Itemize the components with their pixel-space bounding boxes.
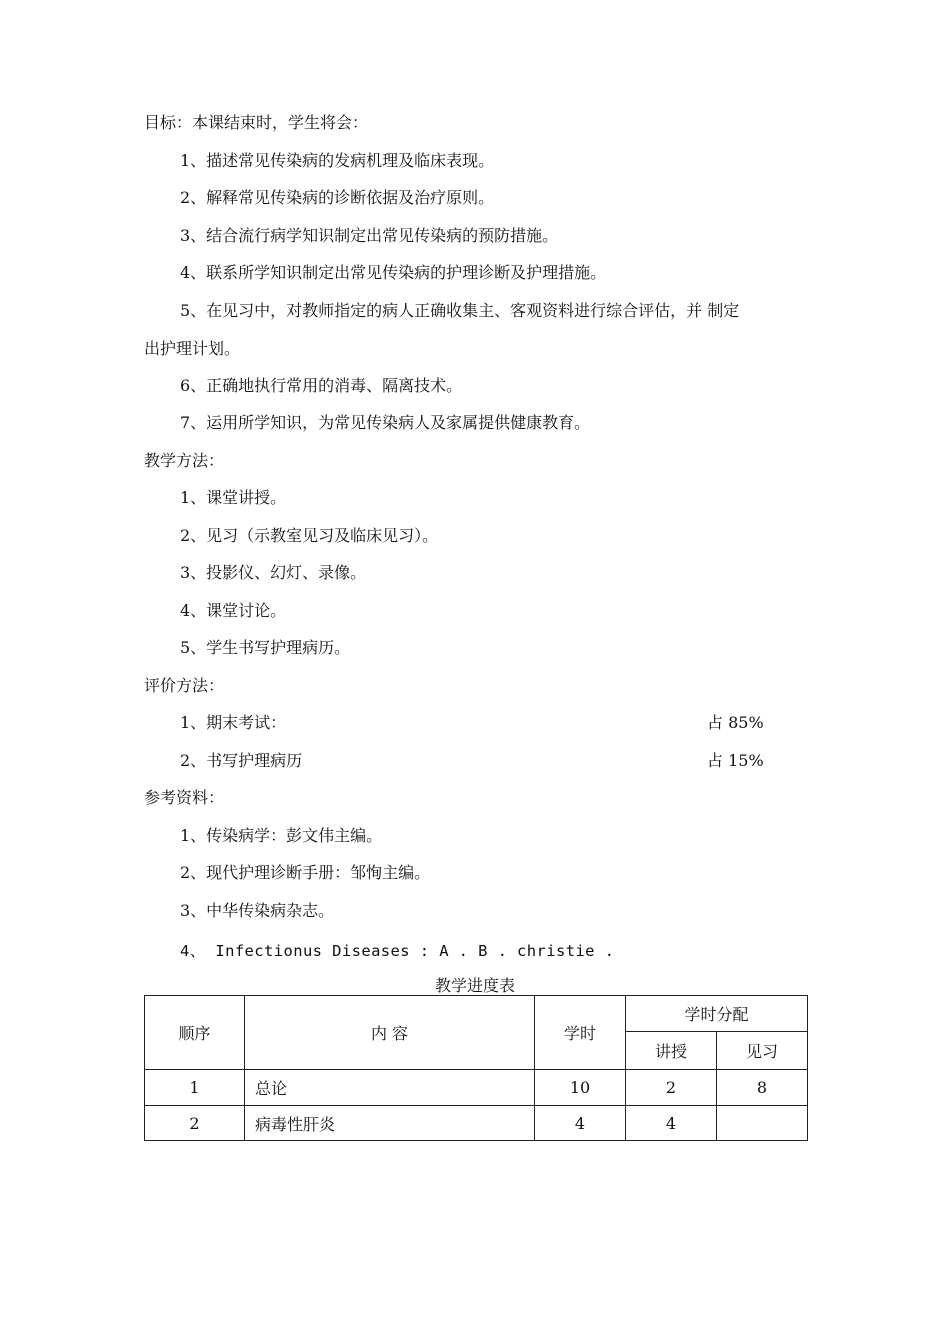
method-item: 2、见习（示教室见习及临床见习）。	[180, 526, 439, 545]
header-allocation: 学时分配	[626, 996, 808, 1032]
method-item: 1、课堂讲授。	[180, 488, 287, 507]
cell-order: 1	[145, 1070, 245, 1106]
header-lecture: 讲授	[626, 1032, 717, 1070]
schedule-caption: 教学进度表	[434, 976, 515, 995]
objectives-heading: 目标：本课结束时，学生将会：	[144, 113, 369, 132]
method-item: 5、学生书写护理病历。	[180, 638, 351, 657]
header-hours: 学时	[535, 996, 626, 1070]
objective-item: 6、正确地执行常用的消毒、隔离技术。	[180, 376, 463, 395]
evaluation-heading: 评价方法：	[144, 676, 225, 695]
reference-item: 4、 Infectionus Diseases : A . B . christie .	[180, 942, 615, 960]
header-practice: 见习	[717, 1032, 808, 1070]
evaluation-item-weight: 占 85%	[707, 713, 764, 732]
table-row	[145, 1106, 808, 1141]
cell-practice: 8	[717, 1070, 808, 1106]
header-order: 顺序	[145, 996, 245, 1070]
cell-lecture: 4	[626, 1106, 717, 1141]
schedule-table	[144, 995, 808, 1141]
cell-hours: 4	[535, 1106, 626, 1141]
objective-item: 3、结合流行病学知识制定出常见传染病的预防措施。	[180, 226, 559, 245]
table-row	[145, 1070, 808, 1106]
objective-item-continuation: 出护理计划。	[144, 339, 241, 358]
method-item: 4、课堂讨论。	[180, 601, 287, 620]
cell-hours: 10	[535, 1070, 626, 1106]
objective-item: 2、解释常见传染病的诊断依据及治疗原则。	[180, 188, 495, 207]
objective-item: 4、联系所学知识制定出常见传染病的护理诊断及护理措施。	[180, 263, 607, 282]
objective-item: 1、描述常见传染病的发病机理及临床表现。	[180, 151, 495, 170]
reference-item: 2、现代护理诊断手册：邹恂主编。	[180, 863, 431, 882]
header-content: 内 容	[245, 996, 535, 1070]
cell-order: 2	[145, 1106, 245, 1141]
evaluation-item-label: 2、书写护理病历	[180, 751, 303, 770]
cell-practice	[717, 1106, 808, 1141]
reference-item: 1、传染病学：彭文伟主编。	[180, 826, 383, 845]
objective-item: 7、运用所学知识，为常见传染病人及家属提供健康教育。	[180, 413, 591, 432]
cell-lecture: 2	[626, 1070, 717, 1106]
evaluation-item-label: 1、期末考试：	[180, 713, 287, 732]
evaluation-item-weight: 占 15%	[707, 751, 764, 770]
cell-content: 总论	[245, 1070, 535, 1106]
references-heading: 参考资料：	[144, 788, 225, 807]
methods-heading: 教学方法：	[144, 451, 225, 470]
table-header-row	[145, 996, 808, 1032]
reference-item: 3、中华传染病杂志。	[180, 901, 335, 920]
method-item: 3、投影仪、幻灯、录像。	[180, 563, 367, 582]
cell-content: 病毒性肝炎	[245, 1106, 535, 1141]
objective-item: 5、在见习中，对教师指定的病人正确收集主、客观资料进行综合评估，并 制定	[180, 301, 740, 320]
